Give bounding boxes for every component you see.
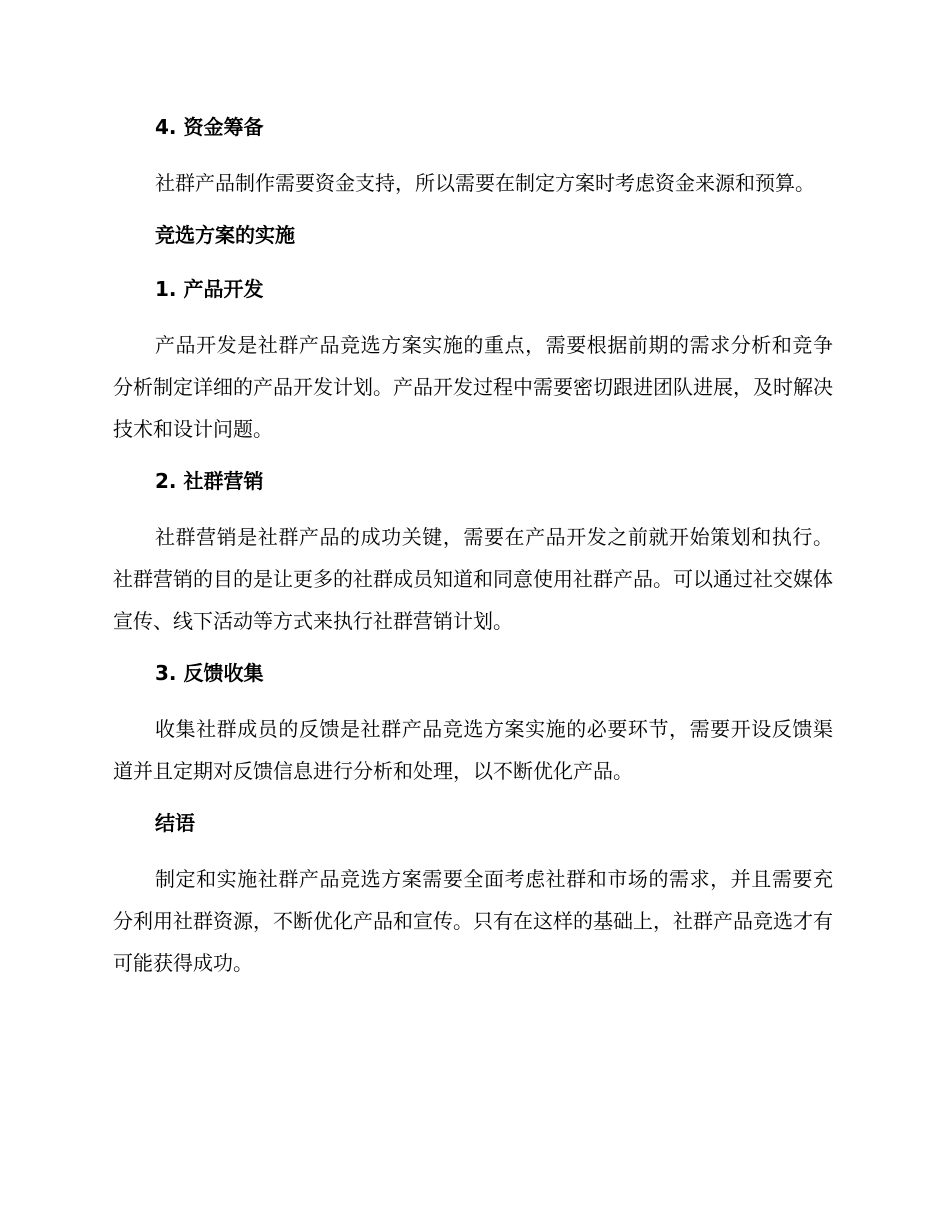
paragraph-funding: 社群产品制作需要资金支持，所以需要在制定方案时考虑资金来源和预算。 xyxy=(155,171,815,195)
document-body xyxy=(113,111,833,999)
paragraph-community-marketing: 社群营销是社群产品的成功关键，需要在产品开发之前就开始策划和执行。社群营销的目的是让更多的社群成员知道和同意使用社群产品。可以通过社交媒体宣传、线下活动等方式来执行社群营销计划。 xyxy=(113,525,833,633)
section-heading-community-marketing: 2. 社群营销 xyxy=(155,469,264,493)
section-heading-product-development: 1. 产品开发 xyxy=(155,277,264,301)
section-heading-conclusion: 结语 xyxy=(155,811,195,835)
paragraph-conclusion: 制定和实施社群产品竞选方案需要全面考虑社群和市场的需求，并且需要充分利用社群资源，不断优化产品和宣传。只有在这样的基础上，社群产品竞选才有可能获得成功。 xyxy=(113,867,833,975)
section-heading-feedback-collection: 3. 反馈收集 xyxy=(155,661,264,685)
paragraph-feedback-collection: 收集社群成员的反馈是社群产品竞选方案实施的必要环节，需要开设反馈渠道并且定期对反馈信息进行分析和处理，以不断优化产品。 xyxy=(113,717,833,783)
paragraph-product-development: 产品开发是社群产品竞选方案实施的重点，需要根据前期的需求分析和竞争分析制定详细的产品开发计划。产品开发过程中需要密切跟进团队进展，及时解决技术和设计问题。 xyxy=(113,333,833,441)
section-heading-implementation: 竞选方案的实施 xyxy=(155,223,295,247)
section-heading-funding: 4. 资金筹备 xyxy=(155,115,264,139)
